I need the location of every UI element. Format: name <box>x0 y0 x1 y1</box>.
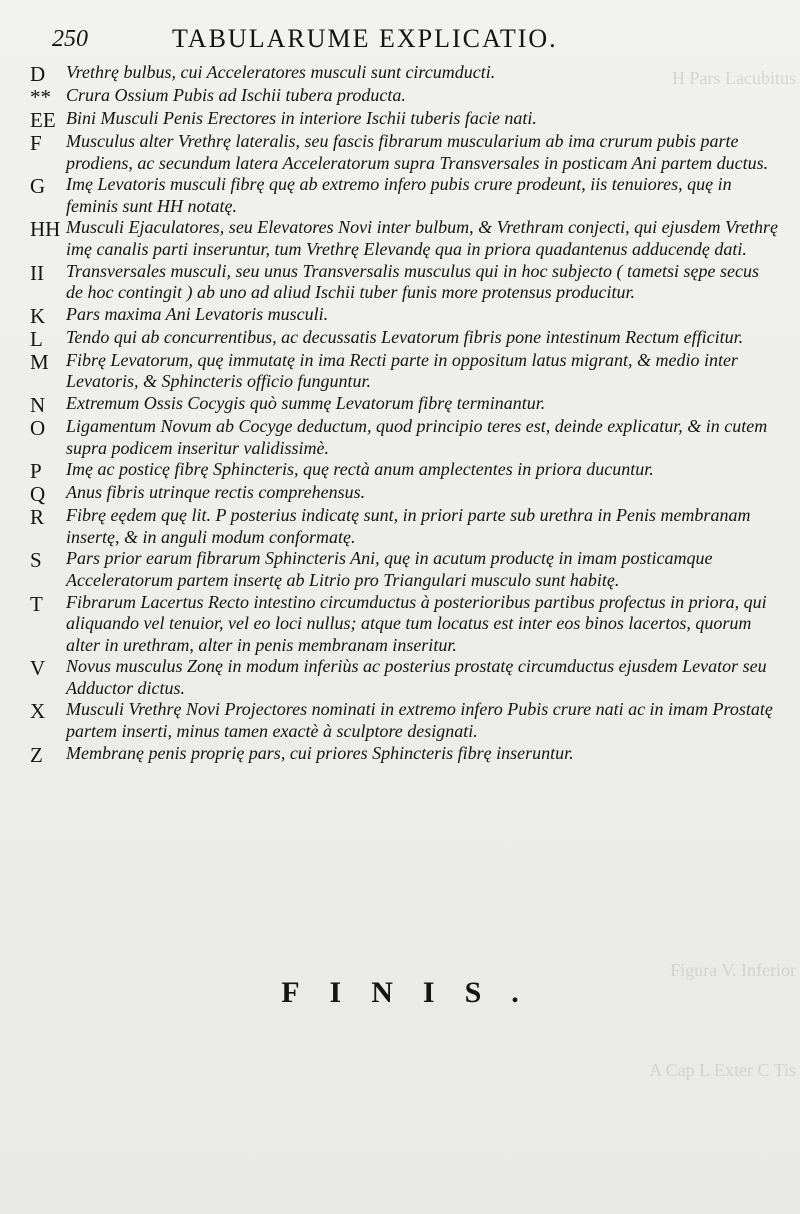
legend-entry <box>30 304 780 327</box>
entry-text: Transversales musculi, seu unus Transversalis musculus qui in hoc subjecto ( tametsi sępe secus de hoc contingit ) ab uno ad aliud Ischii tuber funis more protensus producitur. <box>66 260 759 303</box>
legend-list <box>30 62 780 766</box>
legend-entry <box>30 592 780 657</box>
entry-text: Crura Ossium Pubis ad Ischii tubera producta. <box>66 85 406 105</box>
legend-entry <box>30 217 780 260</box>
legend-entry <box>30 350 780 393</box>
bleed-through-text: H Pars Lacubitus <box>672 68 796 88</box>
entry-text: Fibrę eędem quę lit. P posterius indicatę sunt, in priori parte sub urethra in Penis membranam insertę, & in anguli modum conformatę. <box>66 505 751 547</box>
legend-entry <box>30 327 780 350</box>
legend-entry <box>30 62 780 85</box>
legend-entry <box>30 85 780 108</box>
entry-letter: L <box>30 326 43 351</box>
legend-entry <box>30 548 780 591</box>
entry-letter: Z <box>30 742 43 767</box>
entry-text: Vrethrę bulbus, cui Acceleratores musculi sunt circumducti. <box>66 62 496 82</box>
entry-text: Musculi Ejaculatores, seu Elevatores Novi inter bulbum, & Vrethram conjecti, qui ejusdem Vrethrę imę canalis parti inseruntur, tum Vrethrę Elevandę qua in priora quadantenus adducendę dati. <box>66 217 779 259</box>
legend-entry <box>30 261 780 304</box>
entry-letter: M <box>30 349 49 374</box>
entry-letter: P <box>30 459 42 484</box>
entry-text: Extremum Ossis Cocygis quò summę Levatorum fibrę terminantur. <box>66 392 546 413</box>
entry-letter: HH <box>30 217 61 242</box>
legend-entry <box>30 108 780 131</box>
entry-letter: EE <box>30 108 56 132</box>
entry-letter: D <box>30 62 46 86</box>
entry-letter: G <box>30 174 46 199</box>
legend-entry <box>30 174 780 217</box>
entry-text: Fibrę Levatorum, quę immutatę in ima Recti parte in oppositum latus migrant, & medio inter Levatoris, & Sphincteris officio funguntur. <box>66 349 738 392</box>
entry-text: Membranę penis proprię pars, cui priores Sphincteris fibrę inseruntur. <box>66 742 574 763</box>
entry-text: Bini Musculi Penis Erectores in interiore Ischii tuberis facie nati. <box>66 108 537 128</box>
entry-letter: V <box>30 656 46 681</box>
entry-letter: R <box>30 505 45 530</box>
page-number: 250 <box>52 26 88 52</box>
legend-entry <box>30 131 780 174</box>
legend-entry <box>30 393 780 416</box>
entry-letter: K <box>30 303 46 328</box>
entry-text: Fibrarum Lacertus Recto intestino circumductus à posterioribus partibus profectus in priora, qui aliquando vel tenuior, vel eo loci nullus; atque tum locatus est inter eos binos lacertos, quorum alter in urethram, alter in penis membranam inseritur. <box>66 591 767 655</box>
entry-text: Imę ac posticę fibrę Sphincteris, quę rectà anum amplectentes in priora ducuntur. <box>66 459 654 480</box>
entry-text: Pars prior earum fibrarum Sphincteris Ani, quę in acutum productę in imam posticamque Acceleratorum partem insertę ab Litrio pro Triangulari musculo sunt habitę. <box>66 548 713 590</box>
entry-letter: T <box>30 591 43 616</box>
entry-letter: N <box>30 392 46 417</box>
legend-entry <box>30 656 780 699</box>
entry-letter: F <box>30 131 42 155</box>
entry-text: Tendo qui ab concurrentibus, ac decussatis Levatorum fibris pone intestinum Rectum efficitur. <box>66 326 744 347</box>
page-header <box>52 22 612 58</box>
legend-entry <box>30 699 780 742</box>
entry-letter: II <box>30 260 44 285</box>
entry-text: Ligamentum Novum ab Cocyge deductum, quod principio teres est, deinde explicatur, & in cutem supra podicem inseritur validissimè. <box>66 415 768 458</box>
entry-text: Novus musculus Zonę in modum inferiùs ac posterius prostatę circumductus ejusdem Levator seu Adductor dictus. <box>66 656 767 698</box>
legend-entry <box>30 482 780 505</box>
entry-letter: O <box>30 415 46 440</box>
entry-text: Imę Levatoris musculi fibrę quę ab extremo infero pubis crure prodeunt, iis tenuiores, quę in feminis sunt HH notatę. <box>66 174 732 216</box>
legend-entry <box>30 459 780 482</box>
bleed-through-text: A Cap L Exter C Tis <box>649 1060 796 1080</box>
entry-text: Anus fibris utrinque rectis comprehensus. <box>66 482 366 503</box>
entry-letter: S <box>30 548 42 573</box>
bleed-through-text: Figura V. Inferior <box>670 960 796 980</box>
entry-letter: ** <box>30 85 51 109</box>
running-title: TABULARUME EXPLICATIO. <box>172 24 558 53</box>
entry-letter: Q <box>30 482 46 507</box>
legend-entry <box>30 505 780 548</box>
entry-letter: X <box>30 699 46 724</box>
legend-entry <box>30 416 780 459</box>
entry-text: Pars maxima Ani Levatoris musculi. <box>66 303 329 324</box>
finis-text: FINIS. <box>281 976 549 1009</box>
entry-text: Musculus alter Vrethrę lateralis, seu fascis fibrarum muscularium ab ima crurum pubis parte prodiens, ac secundum latera Acceleratorum supra Transversales in posticam Ani partem ductus. <box>66 131 769 173</box>
entry-text: Musculi Vrethrę Novi Projectores nominati in extremo infero Pubis crure nati ac in imam Prostatę partem inserti, minus tamen exactè à sculptore designati. <box>66 699 773 742</box>
legend-entry <box>30 743 780 766</box>
